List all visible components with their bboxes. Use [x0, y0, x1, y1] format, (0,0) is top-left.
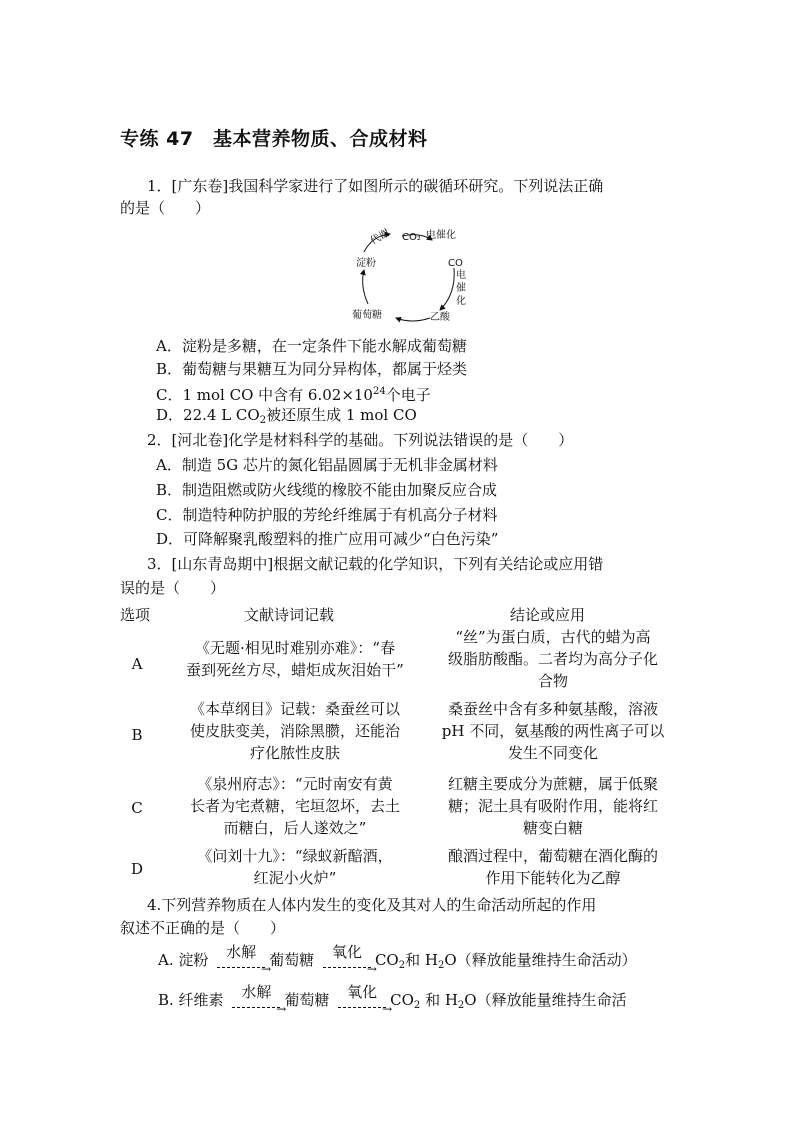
- q4-stem-line1: 4.下列营养物质在人体内发生的变化及其对人的生命活动所起的作用: [147, 896, 597, 914]
- table-row-a-record: 《无题·相见时难别亦难》：“春 蚕到死丝方尽，蜡炬成灰泪始干”: [186, 639, 404, 679]
- table-row-d-conclusion: 酿酒过程中，葡萄糖在酒化酶的 作用下能转化为乙醇: [447, 847, 658, 887]
- table-row-b-conclusion: 桑蚕丝中含有多种氨基酸，溶液 pH 不同，氨基酸的两性离子可以 发生不同变化: [441, 700, 665, 762]
- q1-stem-line2: 的是（ ）: [120, 199, 211, 217]
- table-header-option: 选项: [120, 606, 151, 624]
- cycle-co2: CO₂: [402, 232, 421, 243]
- cycle-co: CO: [448, 258, 463, 269]
- q4-b-oxidation-arrow: 氧化 →: [334, 996, 390, 1016]
- q1-option-c: C．1 mol CO 中含有 $6.02\times 10^{24}$个电子: [156, 386, 431, 404]
- arrow-glucose-to-starch: [363, 270, 368, 304]
- table-header-record: 文献诗词记载: [244, 606, 335, 624]
- q2-option-a: A．制造 5G 芯片的氮化铝晶圆属于无机非金属材料: [156, 456, 498, 474]
- q1-option-a: A．淀粉是多糖，在一定条件下能水解成葡萄糖: [156, 337, 467, 355]
- q3-stem-line2: 误的是（ ）: [120, 579, 226, 597]
- cycle-metabolism: 代谢: [368, 227, 392, 248]
- q4-a-hydrolysis-arrow: 水解 →: [213, 956, 269, 976]
- q1-stem-line1: 1．[广东卷]我国科学家进行了如图所示的碳循环研究。下列说法正确: [147, 177, 604, 195]
- table-row-a-label: A: [131, 655, 143, 673]
- table-header-conclusion: 结论或应用: [510, 606, 586, 624]
- cycle-acetic-acid: 乙酸: [430, 312, 450, 323]
- cycle-electro-char2: 催: [456, 283, 466, 294]
- q4-option-a: A. 淀粉 水解 → 葡萄糖 氧化 → $CO_2$和 $H_2O$（释放能量维持生命活动）: [158, 943, 637, 976]
- cycle-electro-char1: 电: [456, 270, 466, 281]
- q3-stem-line1: 3．[山东青岛期中]根据文献记载的化学知识，下列有关结论或应用错: [147, 555, 604, 573]
- cycle-electro-char3: 化: [456, 296, 466, 307]
- q4-a-oxidation-arrow: 氧化 →: [319, 956, 375, 976]
- arrow-co-to-acetic: [440, 268, 454, 310]
- table-row-c-conclusion: 红糖主要成分为蔗糖，属于低聚 糖；泥土具有吸附作用，能将红 糖变白糖: [447, 775, 658, 837]
- q4-b-hydrolysis-arrow: 水解 →: [228, 996, 284, 1016]
- table-row-b-label: B: [131, 726, 143, 744]
- table-row-a-conclusion: “丝”为蛋白质，古代的蜡为高 级脂肪酸酯。二者均为高分子化 合物: [447, 628, 658, 690]
- table-row-b-record: 《本草纲目》记载：桑蚕丝可以 使皮肤变美，消除黑臜，还能治 疗化脓性皮肤: [189, 700, 400, 762]
- q2-stem: 2．[河北卷]化学是材料科学的基础。下列说法错误的是（ ）: [147, 431, 574, 449]
- table-row-c-record: 《泉州府志》：“元时南安有黄 长者为宅煮糖，宅垣忽坏，去土 而糖白，后人遂效之”: [189, 775, 400, 837]
- q1-option-d: D．22.4 L $CO_2$被还原生成 1 mol CO: [156, 406, 417, 426]
- cycle-starch: 淀粉: [356, 258, 376, 269]
- q1-option-b: B．葡萄糖与果糖互为同分异构体，都属于烃类: [156, 360, 468, 378]
- table-row-c-label: C: [131, 799, 143, 817]
- q4-stem-line2: 叙述不正确的是（ ）: [120, 919, 286, 937]
- arrow-acetic-to-glucose: [396, 318, 430, 321]
- cycle-glucose: 葡萄糖: [352, 310, 382, 321]
- q2-option-d: D．可降解聚乳酸塑料的推广应用可减少“白色污染”: [156, 530, 499, 548]
- cycle-electrocatalysis-1: 电催化: [426, 230, 456, 241]
- carbon-cycle-diagram: [350, 224, 470, 326]
- page-title: 专练 47 基本营养物质、合成材料: [120, 128, 428, 150]
- table-row-d-label: D: [130, 860, 144, 878]
- table-row-d-record: 《问刘十九》：“绿蚁新醅酒， 红泥小火炉”: [197, 847, 393, 887]
- q2-option-c: C．制造特种防护服的芳纶纤维属于有机高分子材料: [156, 506, 498, 524]
- q4-option-b: B. 纤维素 水解 → 葡萄糖 氧化 → $CO_2$ 和 $H_2O$（释放能量维持生命活: [158, 983, 627, 1016]
- q2-option-b: B．制造阻燃或防火线缆的橡胶不能由加聚反应合成: [156, 481, 498, 499]
